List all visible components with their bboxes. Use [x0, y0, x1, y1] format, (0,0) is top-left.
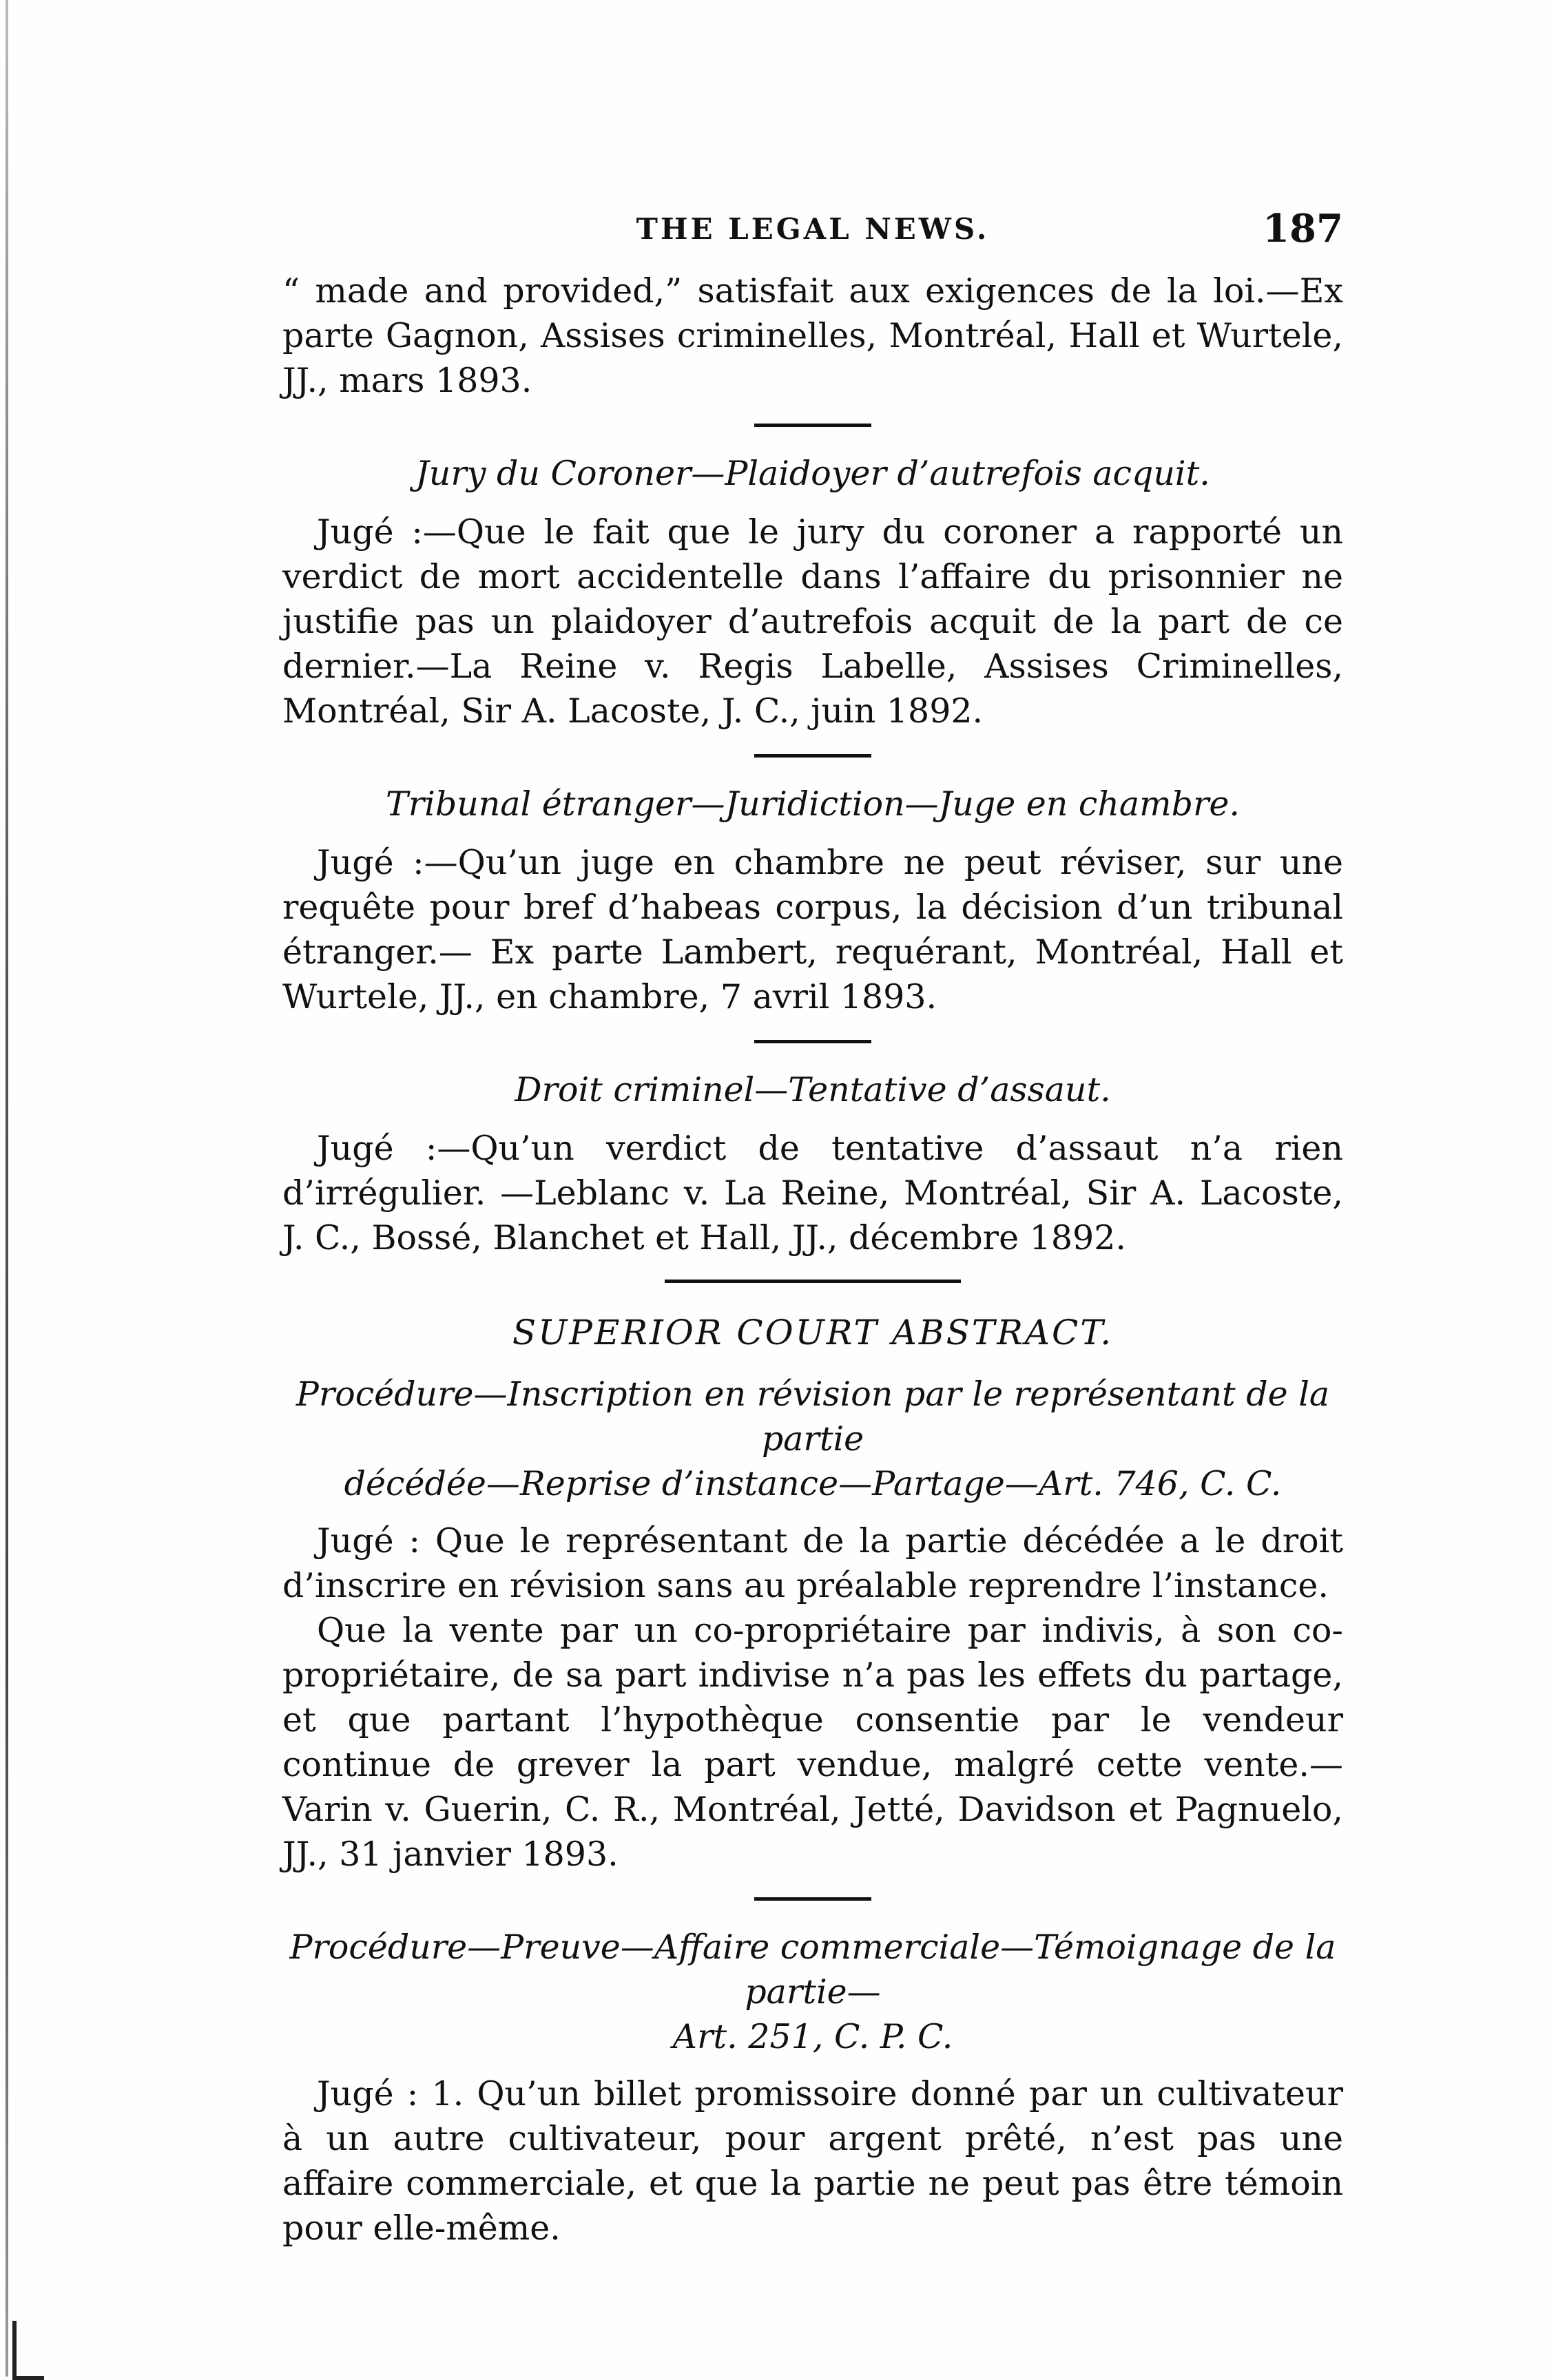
case-heading-line: Procédure—Inscription en révision par le représentant de la partie	[295, 1375, 1330, 1459]
case-summary: Que la vente par un co-propriétaire par indivis, à son co-propriétaire, de sa part indivise n’a pas les effets du partage, et que partant l’hypothèque consentie par le vendeur continue de grever la part vendue, malgré cette vente.— Varin v. Guerin, C. R., Montréal, Jetté, Davidson et Pagnuelo, JJ., 31 janvier 1893.	[282, 1611, 1343, 1874]
page-corner-mark	[12, 2321, 44, 2380]
divider	[754, 1040, 871, 1043]
case-heading-line: Procédure—Preuve—Affaire commerciale—Témoignage de la partie—	[289, 1928, 1336, 2012]
case-summary: Jugé : 1. Qu’un billet promissoire donné par un cultivateur à un autre cultivateur, pour argent prêté, n’est pas une affaire commerciale, et que la partie ne peut pas être témoin pour elle-même.	[282, 2074, 1343, 2248]
running-head-title: THE LEGAL NEWS.	[636, 212, 990, 246]
case-summary: Jugé : Que le représentant de la partie décédée a le droit d’inscrire en révision sans au préalable reprendre l’instance.	[282, 1521, 1343, 1605]
case-heading: Jury du Coroner—Plaidoyer d’autrefois acquit.	[415, 454, 1210, 493]
divider	[754, 1897, 871, 1901]
case-heading-line: Art. 251, C. P. C.	[672, 2017, 953, 2056]
divider	[754, 754, 871, 758]
case-summary: Jugé :—Qu’un verdict de tentative d’assaut n’a rien d’irrégulier. —Leblanc v. La Reine, Montréal, Sir A. Lacoste, J. C., Bossé, Blanchet et Hall, JJ., décembre 1892.	[282, 1129, 1343, 1257]
case-summary: Jugé :—Que le fait que le jury du coroner a rapporté un verdict de mort accidentelle dans l’affaire du prisonnier ne justifie pas un plaidoyer d’autrefois acquit de la part de ce dernier.—La Reine v. Regis Labelle, Assises Criminelles, Montréal, Sir A. Lacoste, J. C., juin 1892.	[282, 512, 1343, 731]
case-heading: Tribunal étranger—Juridiction—Juge en chambre.	[386, 784, 1240, 824]
case-summary: Jugé :—Qu’un juge en chambre ne peut réviser, sur une requête pour bref d’habeas corpus, la décision d’un tribunal étranger.— Ex parte Lambert, requérant, Montréal, Hall et Wurtele, JJ., en chambre, 7 avril 1893.	[282, 843, 1343, 1016]
page-content	[282, 207, 1343, 2251]
case-heading	[282, 1372, 1343, 1506]
running-head	[282, 207, 1343, 255]
case-heading-line: décédée—Reprise d’instance—Partage—Art. 746, C. C.	[344, 1464, 1282, 1503]
section-divider	[665, 1280, 961, 1283]
page-number: 187	[1263, 206, 1343, 251]
section-title: SUPERIOR COURT ABSTRACT.	[512, 1313, 1114, 1353]
divider	[754, 424, 871, 427]
paragraph-continuation: “ made and provided,” satisfait aux exigences de la loi.—Ex parte Gagnon, Assises criminelles, Montréal, Hall et Wurtele, JJ., mars 1893.	[282, 271, 1343, 400]
case-heading	[282, 1925, 1343, 2059]
case-heading: Droit criminel—Tentative d’assaut.	[515, 1070, 1111, 1109]
book-spine-edge	[6, 0, 8, 2377]
